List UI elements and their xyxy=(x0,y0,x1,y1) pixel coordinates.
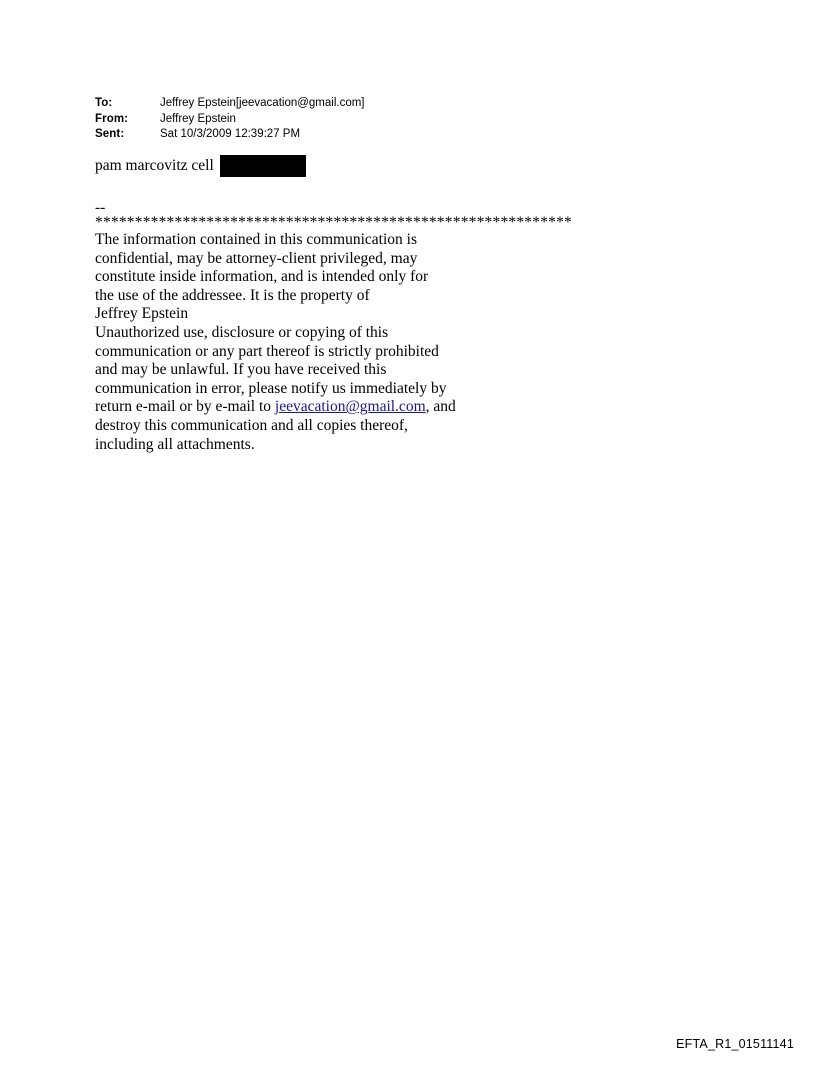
redaction-box xyxy=(220,155,306,177)
message-text: pam marcovitz cell xyxy=(95,156,214,174)
sent-label: Sent: xyxy=(95,128,125,140)
email-header-row-sent xyxy=(95,127,615,143)
disclaimer-line: communication in error, please notify us immediately by xyxy=(95,379,447,397)
disclaimer-line: Jeffrey Epstein xyxy=(95,305,189,323)
disclaimer-line: communication or any part thereof is strictly prohibited xyxy=(95,342,439,360)
disclaimer-line-with-link xyxy=(95,398,735,417)
disclaimer-line: the use of the addressee. It is the property of xyxy=(95,286,370,304)
disclaimer-line: including all attachments. xyxy=(95,435,255,453)
disclaimer-line: confidential, may be attorney-client privileged, may xyxy=(95,249,418,267)
email-body xyxy=(95,155,735,454)
email-address-link[interactable]: jeevacation@gmail.com xyxy=(274,398,426,416)
message-first-line xyxy=(95,155,735,177)
sent-value: Sat 10/3/2009 12:39:27 PM xyxy=(160,128,301,140)
confidentiality-disclaimer xyxy=(95,231,735,454)
to-label: To: xyxy=(95,97,113,109)
from-value: Jeffrey Epstein xyxy=(160,112,236,125)
signature-star-rule: ************************************************************ xyxy=(95,215,572,231)
return-line-suffix: , and xyxy=(425,398,456,416)
from-label: From: xyxy=(95,112,129,125)
disclaimer-line: constitute inside information, and is intended only for xyxy=(95,268,429,286)
email-header-row-to xyxy=(95,96,615,112)
disclaimer-line: destroy this communication and all copies thereof, xyxy=(95,416,408,434)
signature-separator: -- xyxy=(95,199,106,216)
disclaimer-line: The information contained in this communication is xyxy=(95,231,417,248)
return-line-prefix: return e-mail or by e-mail to xyxy=(95,398,275,416)
bates-number: EFTA_R1_01511141 xyxy=(676,1037,794,1051)
to-value: Jeffrey Epstein[jeevacation@gmail.com] xyxy=(160,97,365,109)
disclaimer-line: Unauthorized use, disclosure or copying of this xyxy=(95,323,389,341)
email-header-row-from xyxy=(95,112,615,128)
disclaimer-line: and may be unlawful. If you have received this xyxy=(95,361,387,379)
email-header xyxy=(95,96,615,143)
